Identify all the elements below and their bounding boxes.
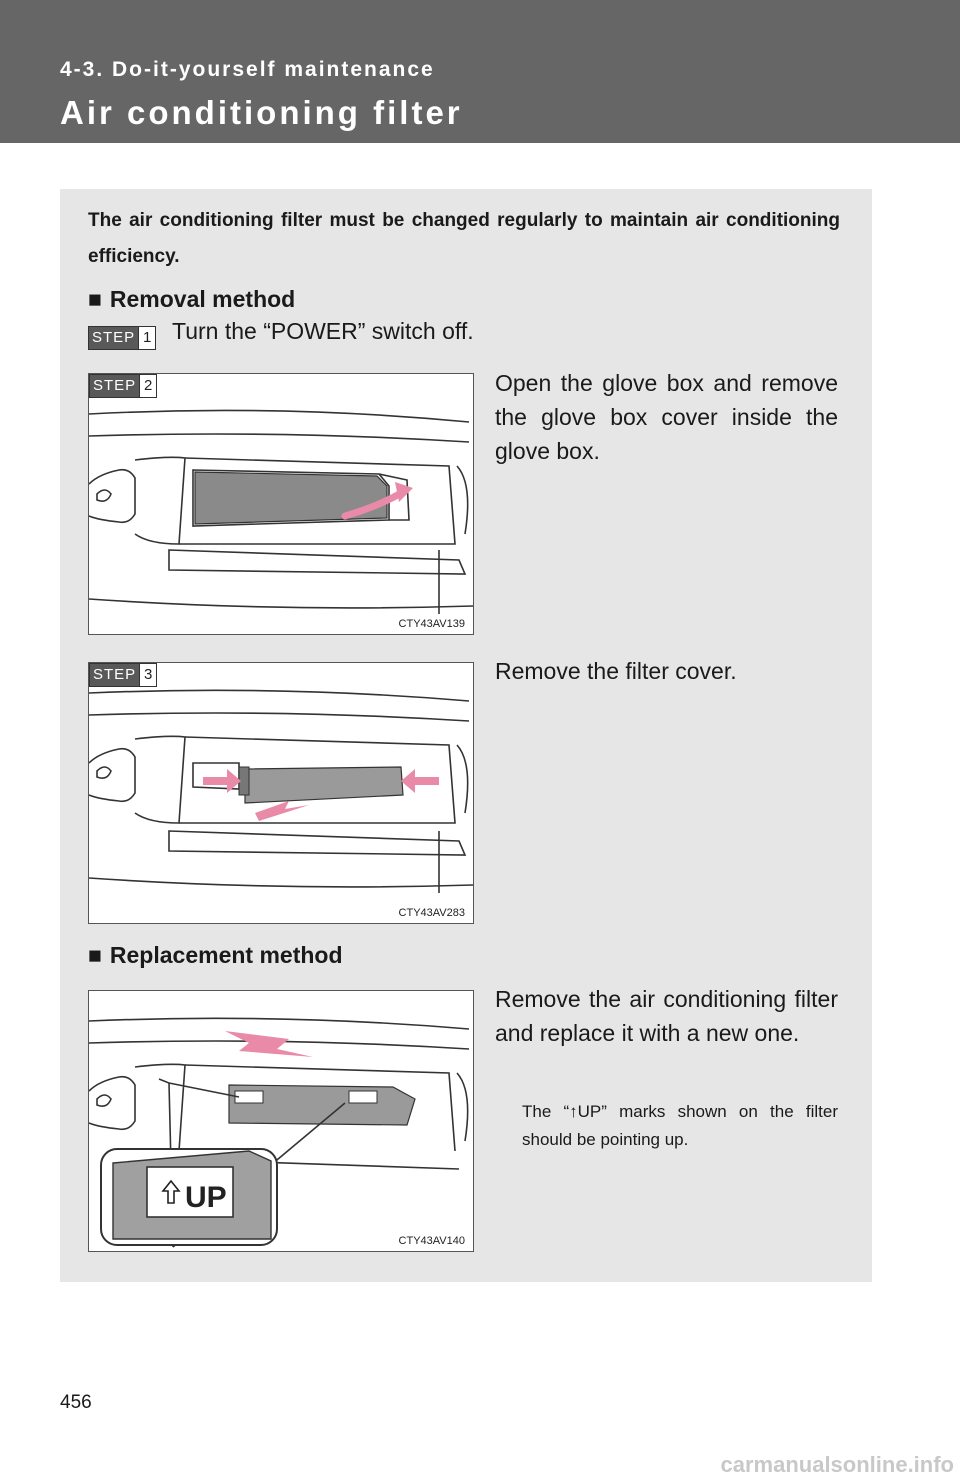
- removal-heading: ■ Removal method: [88, 286, 296, 312]
- step-badge-3: STEP 3: [89, 663, 157, 687]
- step-1-text: Turn the “POWER” switch off.: [172, 318, 474, 344]
- replacement-text: Remove the air conditioning filter and replace it with a new one.: [495, 986, 838, 1046]
- up-label: UP: [185, 1181, 227, 1214]
- watermark: carmanualsonline.info: [720, 1452, 954, 1477]
- filter-cover-illustration: [89, 663, 473, 923]
- filter-replacement-illustration: [89, 991, 473, 1251]
- figure-code: CTY43AV140: [398, 1235, 465, 1247]
- page-number: 456: [60, 1392, 92, 1413]
- step-badge-1: STEP 1: [88, 326, 156, 350]
- replacement-note: The “↑UP” marks shown on the filter should be pointing up.: [522, 1102, 838, 1149]
- page-title: Air conditioning filter: [60, 94, 463, 131]
- figure-step-3: [88, 662, 474, 924]
- section-header: [0, 0, 960, 143]
- figure-replacement: [88, 990, 474, 1252]
- glove-box-illustration: [89, 374, 473, 634]
- step-badge-2: STEP 2: [89, 374, 157, 398]
- square-bullet-icon: ■: [88, 942, 102, 968]
- intro-text: The air conditioning filter must be changed regularly to maintain air conditioning efficiency.: [88, 210, 840, 267]
- step-2-text: Open the glove box and remove the glove box cover inside the glove box.: [495, 370, 838, 464]
- square-bullet-icon: ■: [88, 286, 102, 312]
- figure-code: CTY43AV139: [398, 618, 465, 630]
- step-3-text: Remove the filter cover.: [495, 658, 737, 684]
- figure-code: CTY43AV283: [398, 907, 465, 919]
- figure-step-2: [88, 373, 474, 635]
- section-label: 4-3. Do-it-yourself maintenance: [60, 58, 435, 81]
- replacement-heading: ■ Replacement method: [88, 942, 343, 968]
